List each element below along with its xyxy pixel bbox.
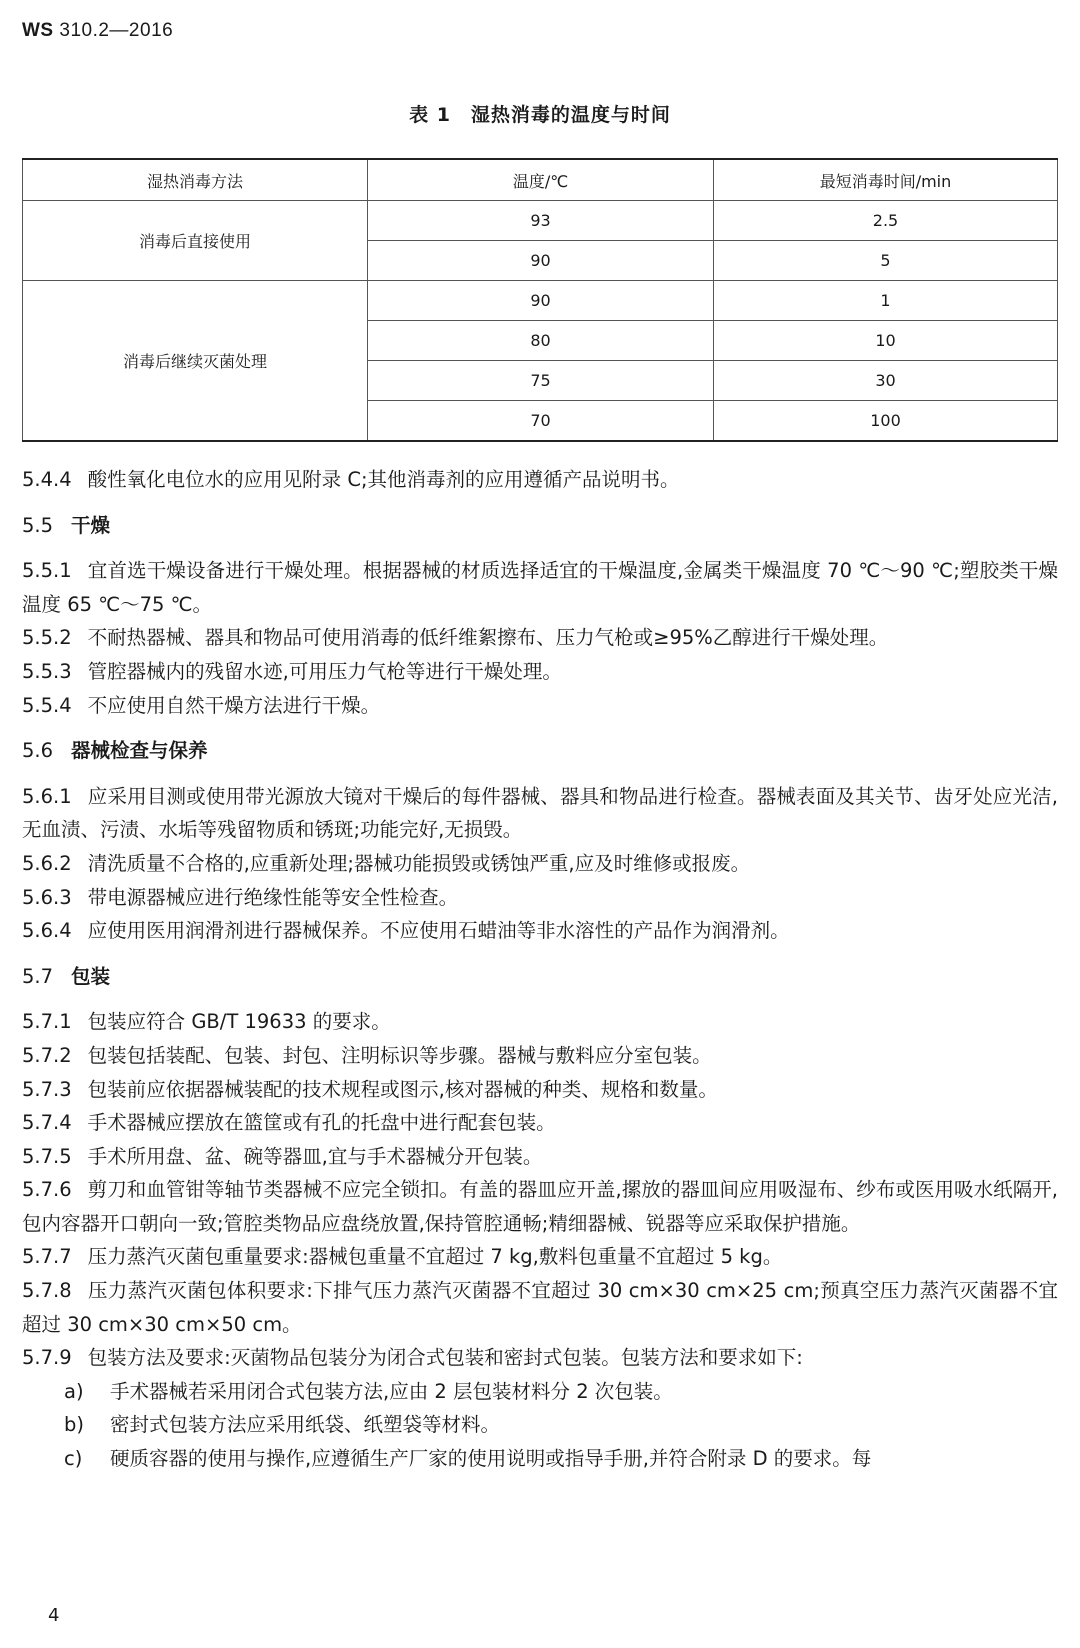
section-heading <box>22 734 1058 768</box>
table-title: 表 1 湿热消毒的温度与时间 <box>409 104 671 126</box>
clause-number: 5.7.1 <box>22 1010 72 1034</box>
standard-code-prefix: WS <box>22 20 54 41</box>
clause-number: 5.7 <box>22 964 54 988</box>
page-number: 4 <box>48 1605 60 1626</box>
clause-text: 干燥 <box>71 513 111 537</box>
list-item <box>64 1408 1058 1442</box>
item-label: b) <box>64 1413 84 1437</box>
clause-number: 5.6.2 <box>22 851 72 875</box>
clause-paragraph <box>22 1106 1058 1140</box>
clause-text: 不耐热器械、器具和物品可使用消毒的低纤维絮擦布、压力气枪或≥95%乙醇进行干燥处理。 <box>87 626 889 650</box>
temperature-cell: 90 <box>368 241 714 281</box>
clause-number: 5.4.4 <box>22 468 72 491</box>
min-time-cell: 5 <box>714 241 1058 281</box>
clause-paragraph <box>22 914 1058 948</box>
clause-text: 密封式包装方法应采用纸袋、纸塑袋等材料。 <box>110 1413 501 1437</box>
item-label: a) <box>64 1379 84 1403</box>
clause-number: 5.7.6 <box>22 1178 72 1202</box>
clause-text: 包装 <box>71 964 111 988</box>
clause-paragraph <box>22 1240 1058 1274</box>
clause-text: 手术所用盘、盆、碗等器皿,宜与手术器械分开包装。 <box>87 1144 543 1168</box>
clause-number: 5.7.2 <box>22 1043 72 1067</box>
temperature-cell: 70 <box>368 401 714 442</box>
method-cell: 消毒后直接使用 <box>23 201 368 281</box>
clause-text: 应使用医用润滑剂进行器械保养。不应使用石蜡油等非水溶性的产品作为润滑剂。 <box>87 919 790 943</box>
clause-text: 不应使用自然干燥方法进行干燥。 <box>87 693 381 717</box>
clause-paragraph <box>22 1073 1058 1107</box>
clause-number: 5.7.3 <box>22 1077 72 1101</box>
clause-number: 5.7.4 <box>22 1111 72 1135</box>
section-heading <box>22 509 1058 543</box>
clause-text: 压力蒸汽灭菌包重量要求:器械包重量不宜超过 7 kg,敷料包重量不宜超过 5 kg。 <box>87 1245 783 1269</box>
list-item <box>64 1442 1058 1476</box>
clause-number: 5.7.5 <box>22 1144 72 1168</box>
clause-text: 包装方法及要求:灭菌物品包装分为闭合式包装和密封式包装。包装方法和要求如下: <box>87 1346 803 1370</box>
document-body <box>22 463 1058 1476</box>
section-heading <box>22 960 1058 994</box>
clause-number: 5.6.1 <box>22 784 72 808</box>
clause-text: 管腔器械内的残留水迹,可用压力气枪等进行干燥处理。 <box>87 659 562 683</box>
clause-paragraph <box>22 463 1058 497</box>
clause-paragraph <box>22 780 1058 847</box>
clause-number: 5.5.4 <box>22 693 72 717</box>
clause-text: 包装应符合 GB/T 19633 的要求。 <box>87 1010 391 1034</box>
min-time-cell: 1 <box>714 281 1058 321</box>
clause-number: 5.7.8 <box>22 1279 72 1303</box>
col-header-temperature: 温度/℃ <box>368 159 714 201</box>
clause-number: 5.6.3 <box>22 885 72 909</box>
standard-code-number: 310.2—2016 <box>59 20 174 41</box>
clause-paragraph <box>22 1005 1058 1039</box>
clause-paragraph <box>22 655 1058 689</box>
item-label: c) <box>64 1447 83 1471</box>
clause-paragraph <box>22 621 1058 655</box>
clause-paragraph <box>22 1274 1058 1341</box>
clause-paragraph <box>22 847 1058 881</box>
clause-text: 包装前应依据器械装配的技术规程或图示,核对器械的种类、规格和数量。 <box>87 1077 718 1101</box>
temperature-cell: 90 <box>368 281 714 321</box>
table-body <box>23 201 1058 442</box>
clause-text: 酸性氧化电位水的应用见附录 C;其他消毒剂的应用遵循产品说明书。 <box>87 468 680 491</box>
clause-number: 5.6.4 <box>22 919 72 943</box>
clause-text: 宜首选干燥设备进行干燥处理。根据器械的材质选择适宜的干燥温度,金属类干燥温度 70 ℃～90 ℃;塑胶类干燥温度 65 ℃～75 ℃。 <box>22 559 1058 616</box>
clause-text: 手术器械应摆放在篮筐或有孔的托盘中进行配套包装。 <box>87 1111 556 1135</box>
standard-code <box>22 20 173 42</box>
min-time-cell: 10 <box>714 321 1058 361</box>
clause-text: 硬质容器的使用与操作,应遵循生产厂家的使用说明或指导手册,并符合附录 D 的要求。每 <box>110 1447 872 1471</box>
clause-paragraph <box>22 689 1058 723</box>
clause-number: 5.6 <box>22 739 54 763</box>
min-time-cell: 30 <box>714 361 1058 401</box>
clause-number: 5.5.3 <box>22 659 72 683</box>
clause-text: 压力蒸汽灭菌包体积要求:下排气压力蒸汽灭菌器不宜超过 30 cm×30 cm×25 cm;预真空压力蒸汽灭菌器不宜超过 30 cm×30 cm×50 cm。 <box>22 1279 1058 1336</box>
clause-paragraph <box>22 1039 1058 1073</box>
table-row <box>23 281 1058 321</box>
clause-paragraph <box>22 881 1058 915</box>
clause-text: 剪刀和血管钳等轴节类器械不应完全锁扣。有盖的器皿应开盖,摞放的器皿间应用吸湿布、纱布或医用吸水纸隔开,包内容器开口朝向一致;管腔类物品应盘绕放置,保持管腔通畅;精细器械、锐器等应采取保护措施。 <box>22 1178 1058 1235</box>
min-time-cell: 2.5 <box>714 201 1058 241</box>
clause-text: 清洗质量不合格的,应重新处理;器械功能损毁或锈蚀严重,应及时维修或报废。 <box>87 851 751 875</box>
col-header-method: 湿热消毒方法 <box>23 159 368 201</box>
temperature-cell: 93 <box>368 201 714 241</box>
clause-number: 5.5.1 <box>22 559 72 583</box>
table-header-row <box>23 159 1058 201</box>
temperature-cell: 80 <box>368 321 714 361</box>
clause-number: 5.7.7 <box>22 1245 72 1269</box>
clause-paragraph <box>22 1173 1058 1240</box>
clause-text: 带电源器械应进行绝缘性能等安全性检查。 <box>87 885 459 909</box>
method-cell: 消毒后继续灭菌处理 <box>23 281 368 442</box>
temperature-cell: 75 <box>368 361 714 401</box>
clause-text: 应采用目测或使用带光源放大镜对干燥后的每件器械、器具和物品进行检查。器械表面及其关节、齿牙处应光洁,无血渍、污渍、水垢等残留物质和锈斑;功能完好,无损毁。 <box>22 784 1058 842</box>
clause-paragraph <box>22 1341 1058 1375</box>
min-time-cell: 100 <box>714 401 1058 442</box>
clause-paragraph <box>22 554 1058 621</box>
clause-number: 5.7.9 <box>22 1346 72 1370</box>
clause-text: 手术器械若采用闭合式包装方法,应由 2 层包装材料分 2 次包装。 <box>110 1379 673 1403</box>
col-header-min-time: 最短消毒时间/min <box>714 159 1058 201</box>
clause-number: 5.5.2 <box>22 626 72 650</box>
list-item <box>64 1375 1058 1409</box>
clause-number: 5.5 <box>22 513 54 537</box>
clause-text: 器械检查与保养 <box>71 739 208 763</box>
table-row <box>23 201 1058 241</box>
clause-paragraph <box>22 1140 1058 1174</box>
disinfection-table <box>22 158 1058 442</box>
clause-text: 包装包括装配、包装、封包、注明标识等步骤。器械与敷料应分室包装。 <box>87 1043 712 1067</box>
